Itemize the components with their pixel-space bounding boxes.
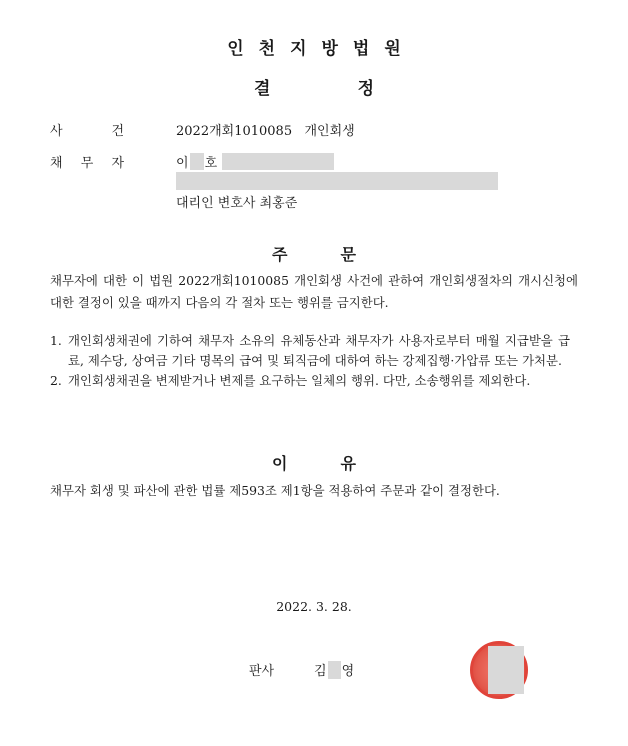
- redaction-block: [328, 661, 341, 679]
- list-item-text: 개인회생채권을 변제받거나 변제를 요구하는 일체의 행위. 다만, 소송행위를 제외한다.: [68, 373, 531, 388]
- prohibited-acts-list: [50, 331, 570, 391]
- case-label-char: 건: [111, 124, 124, 139]
- debtor-name: [176, 152, 217, 171]
- judge-name-last: 영: [341, 664, 355, 679]
- list-item-text: 개인회생채권에 기하여 채무자 소유의 유체동산과 채무자가 사용자로부터 매월 지급받을 급료, 제수당, 상여금 기타 명목의 급여 및 퇴직금에 대하여 하는 강제집행·가압류 또는 가처분.: [68, 333, 570, 368]
- redacted-address: [176, 172, 498, 190]
- debtor-agent: 대리인 변호사 최홍준: [176, 196, 298, 211]
- debtor-name-first: 이: [176, 156, 189, 171]
- court-name: 인천지방법원: [227, 39, 416, 59]
- order-heading-char: 주: [272, 245, 288, 264]
- judge-name: [314, 660, 354, 679]
- order-body: 채무자에 대한 이 법원 2022개회1010085 개인회생 사건에 관하여 개인회생절차의 개시신청에 대한 결정이 있을 때까지 다음의 각 절차 또는 행위를 금지한다.: [50, 273, 578, 310]
- reason-heading: [272, 451, 356, 474]
- redaction-block: [190, 153, 204, 170]
- doc-type-char: 결: [254, 79, 271, 99]
- case-number: 2022개회1010085 개인회생: [176, 124, 355, 139]
- debtor-label-char: 무: [80, 156, 94, 171]
- reason-heading-char: 유: [340, 454, 356, 473]
- reason-heading-char: 이: [272, 454, 288, 473]
- case-label-char: 사: [50, 124, 63, 139]
- list-item: [50, 371, 570, 391]
- order-heading: [272, 242, 356, 265]
- list-item-number: 1.: [50, 333, 62, 348]
- judge-title: 판사: [249, 664, 275, 679]
- document-type: [254, 74, 374, 99]
- case-label: [50, 120, 124, 139]
- decision-date: 2022. 3. 28.: [276, 599, 352, 614]
- judge-name-first: 김: [314, 664, 327, 679]
- debtor-name-last: 호: [204, 156, 218, 171]
- debtor-label-char: 자: [111, 156, 124, 171]
- redacted-seal: [488, 646, 524, 694]
- debtor-label-char: 채: [50, 156, 63, 171]
- redacted-id: [222, 153, 334, 170]
- doc-type-char: 정: [357, 79, 374, 99]
- debtor-label: [50, 152, 124, 171]
- list-item-number: 2.: [50, 373, 62, 388]
- list-item: [50, 331, 570, 371]
- reason-body: 채무자 회생 및 파산에 관한 법률 제593조 제1항을 적용하여 주문과 같이 결정한다.: [50, 483, 500, 498]
- order-heading-char: 문: [340, 245, 356, 264]
